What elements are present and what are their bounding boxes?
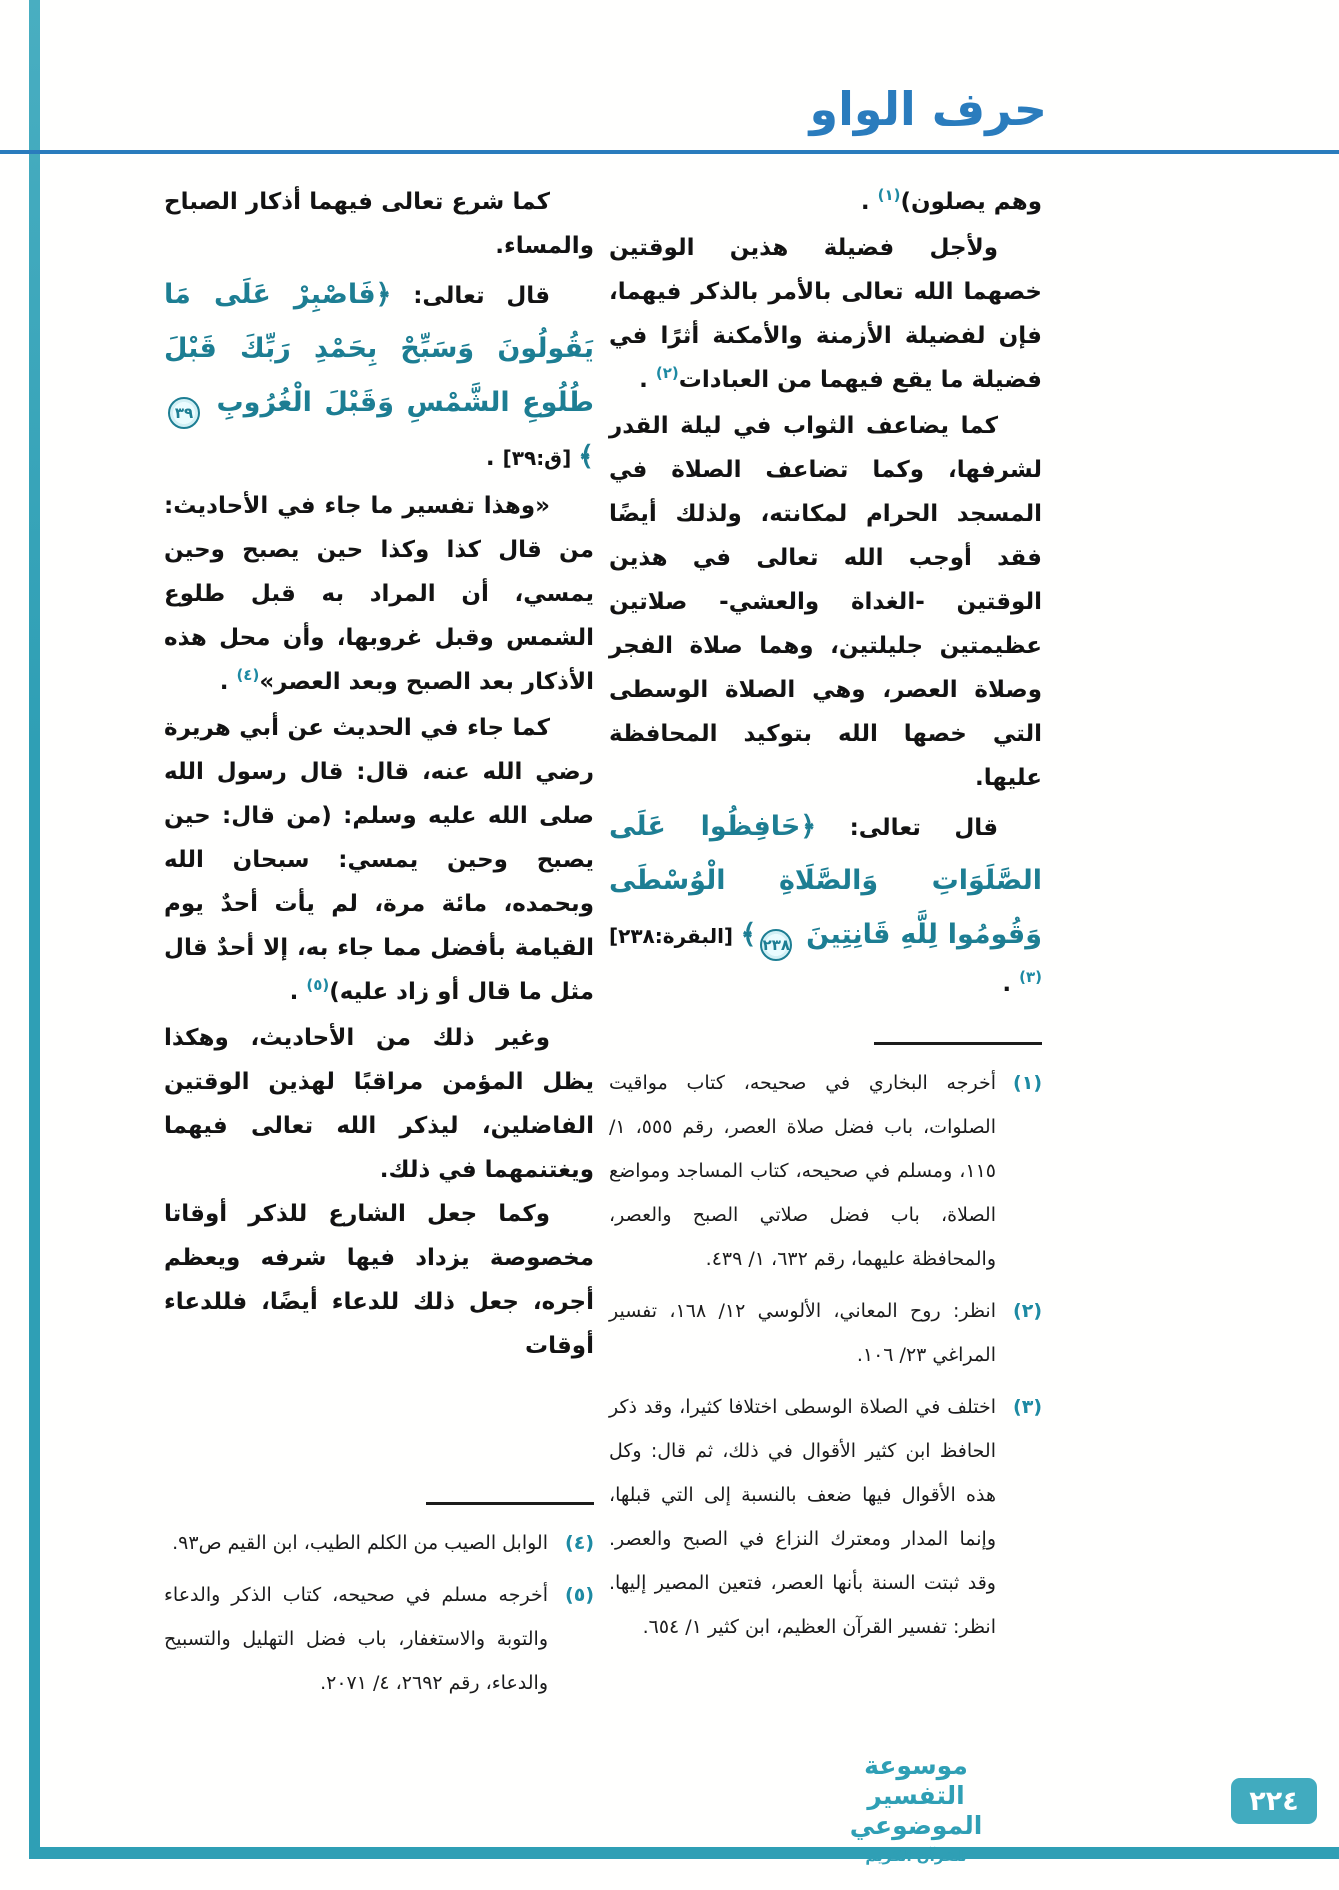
body-text: قال تعالى:	[391, 283, 551, 309]
publisher-emblem	[816, 1751, 1016, 1865]
footnotes-separator	[426, 1502, 594, 1505]
body-text: وغير ذلك من الأحاديث، وهكذا يظل المؤمن مراقبًا لهذين الوقتين الفاضلين، ليذكر الله تعالى فيهما ويغتنمهما في ذلك.	[164, 1025, 594, 1183]
column-right-body	[609, 180, 1042, 1008]
paragraph	[164, 180, 594, 268]
footnote-marker: (٢)	[655, 364, 679, 382]
footnote-item	[164, 1521, 594, 1565]
paragraph	[164, 1016, 594, 1192]
column-right-footnote-block	[609, 1034, 1042, 1649]
paragraph	[164, 706, 594, 1016]
paragraph	[609, 226, 1042, 404]
column-left-body	[164, 180, 594, 1368]
body-text: .	[1002, 971, 1020, 997]
footnote-marker: (٣)	[1019, 968, 1042, 986]
footnote-text: اختلف في الصلاة الوسطى اختلافا كثيرا، وقد ذكر الحافظ ابن كثير الأقوال في ذلك، ثم قال: وكل هذه الأقوال فيها ضعف بالنسبة إلى التي قبلها، وإنما المدار ومعترك النزاع في الصبح والعصر. وقد ثبتت السنة بأنها العصر، فتعين المصير إليها. انظر: تفسير القرآن العظيم، ابن كثير ١/ ٦٥٤.	[609, 1396, 996, 1638]
quran-verse-text: ﴾	[578, 441, 594, 472]
emblem-title: موسوعة التفسير الموضوعي	[849, 1751, 983, 1840]
footnote-text: أخرجه مسلم في صحيحه، كتاب الذكر والدعاء والتوبة والاستغفار، باب فضل التهليل والتسبيح والدعاء، رقم ٢٦٩٢، ٤/ ٢٠٧١.	[164, 1584, 548, 1694]
footnote-item	[609, 1289, 1042, 1377]
bottom-ornament-bar	[29, 1847, 1339, 1859]
footnote-number: (٤)	[565, 1532, 594, 1554]
body-text: «وهذا تفسير ما جاء في الأحاديث: من قال كذا وكذا حين يصبح وحين يمسي، أن المراد به قبل طلوع الشمس وقبل غروبها، وأن محل هذه الأذكار بعد الصبح وبعد العصر»	[164, 493, 594, 695]
body-text: .	[860, 189, 878, 215]
header-rule	[0, 150, 1339, 154]
body-text: .	[219, 669, 237, 695]
quran-verse-text: ﴾	[740, 919, 757, 950]
paragraph	[164, 1192, 594, 1368]
verse-reference: [ق:٣٩]	[502, 446, 579, 470]
left-margin-ornament-bar	[29, 0, 40, 1859]
footnote-marker: (٥)	[306, 976, 330, 994]
paragraph	[609, 180, 1042, 226]
footnotes-separator	[874, 1042, 1042, 1045]
footnote-marker: (٤)	[236, 666, 260, 684]
footnote-number: (١)	[1013, 1072, 1042, 1094]
footnote-item	[609, 1061, 1042, 1281]
column-right-footnotes	[609, 1061, 1042, 1649]
footnote-text: أخرجه البخاري في صحيحه، كتاب مواقيت الصلوات، باب فضل صلاة العصر، رقم ٥٥٥، ١/ ١١٥، ومسلم في صحيحه، كتاب المساجد ومواضع الصلاة، باب فضل صلاتي الصبح والعصر، والمحافظة عليهما، رقم ٦٣٢، ١/ ٤٣٩.	[609, 1072, 996, 1270]
chapter-title: حرف الواو	[809, 82, 1047, 136]
aya-number: ٢٣٨	[760, 929, 792, 961]
body-text: وهم يصلون)	[900, 189, 1042, 215]
column-left-footnote-block	[164, 1494, 594, 1705]
column-left-footnotes	[164, 1521, 594, 1705]
footnote-item	[164, 1573, 594, 1705]
emblem-subtitle: للقرآن الكريم	[865, 1847, 967, 1865]
footnote-number: (٥)	[565, 1584, 594, 1606]
footnote-text: انظر: روح المعاني، الألوسي ١٢/ ١٦٨، تفسير المراغي ٢٣/ ١٠٦.	[609, 1300, 996, 1366]
body-text: وكما جعل الشارع للذكر أوقاتا مخصوصة يزداد فيها شرفه ويعظم أجره، جعل ذلك للدعاء أيضًا، فللدعاء أوقات	[164, 1201, 594, 1359]
footnote-number: (٢)	[1013, 1300, 1042, 1322]
body-text: كما يضاعف الثواب في ليلة القدر لشرفها، وكما تضاعف الصلاة في المسجد الحرام لمكانته، ولذلك أيضًا فقد أوجب الله تعالى في هذين الوقتين -الغداة والعشي- صلاتين عظيمتين جليلتين، وهما صلاة الفجر وصلاة العصر، وهي الصلاة الوسطى التي خصها الله بتوكيد المحافظة عليها.	[609, 413, 1042, 791]
footnote-text: الوابل الصيب من الكلم الطيب، ابن القيم ص٩٣.	[172, 1532, 548, 1554]
verse-reference: [البقرة:٢٣٨]	[609, 924, 741, 948]
column-right	[609, 180, 1042, 1705]
body-text: ولأجل فضيلة هذين الوقتين خصهما الله تعالى بالأمر بالذكر فيهما، فإن لفضيلة الأزمنة والأمكنة أثرًا في فضيلة ما يقع فيهما من العبادات	[609, 235, 1042, 393]
body-text: .	[485, 445, 503, 471]
paragraph	[609, 404, 1042, 800]
quran-verse-text: ﴿فَاصْبِرْ عَلَى مَا يَقُولُونَ وَسَبِّحْ بِحَمْدِ رَبِّكَ قَبْلَ طُلُوعِ الشَّمْسِ وَقَبْلَ الْغُرُوبِ	[164, 279, 594, 418]
column-left	[164, 180, 594, 1705]
footnote-marker: (١)	[877, 186, 901, 204]
page-number-badge	[1231, 1778, 1317, 1824]
body-text: .	[289, 979, 307, 1005]
body-text: قال تعالى:	[816, 815, 998, 841]
quran-verse-text: ﴿حَافِظُوا عَلَى الصَّلَوَاتِ وَالصَّلَاةِ الْوُسْطَى وَقُومُوا لِلَّهِ قَانِتِينَ	[609, 811, 1042, 950]
paragraph	[164, 484, 594, 706]
footnote-item	[609, 1385, 1042, 1649]
body-text: كما جاء في الحديث عن أبي هريرة رضي الله عنه، قال: قال رسول الله صلى الله عليه وسلم: (من قال: حين يصبح وحين يمسي: سبحان الله وبحمده، مائة مرة، لم يأت أحدٌ يوم القيامة بأفضل مما جاء به، إلا أحدٌ قال مثل ما قال أو زاد عليه)	[164, 715, 594, 1005]
page-number: ٢٢٤	[1249, 1785, 1299, 1817]
body-text: .	[639, 367, 656, 393]
paragraph	[164, 268, 594, 484]
body-text: كما شرع تعالى فيهما أذكار الصباح والمساء.	[164, 189, 594, 259]
footnote-number: (٣)	[1013, 1396, 1042, 1418]
paragraph	[609, 800, 1042, 1008]
aya-number: ٣٩	[168, 397, 200, 429]
